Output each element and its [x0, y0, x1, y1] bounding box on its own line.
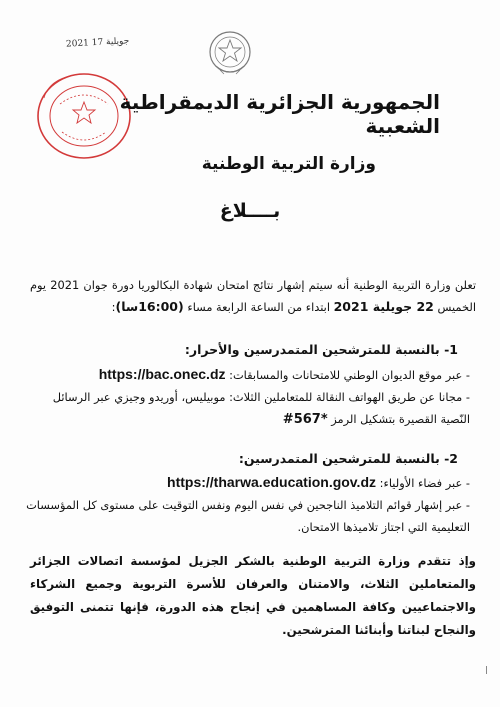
- onec-url-link[interactable]: https://bac.onec.dz: [98, 366, 226, 382]
- section-1-bullet-1: [24, 363, 470, 386]
- sms-code: #567*: [282, 412, 328, 427]
- margin-mark: [486, 666, 492, 674]
- bullet-text: - عبر موقع الديوان الوطني للامتحانات والمسابقات:: [225, 368, 470, 382]
- intro-paragraph: [30, 274, 476, 318]
- section-2-bullet-1: [24, 471, 470, 494]
- republic-name: الجمهورية الجزائرية الديمقراطية الشعبية: [119, 90, 440, 138]
- document-title: بــــلاغ: [219, 200, 281, 222]
- section-1-heading: 1- بالنسبة للمترشحين المتمدرسين والأحرار:: [184, 342, 458, 357]
- tharwa-url-link[interactable]: https://tharwa.education.gov.dz: [167, 474, 376, 490]
- intro-date: 22 جويلية 2021: [333, 299, 434, 314]
- intro-time: (16:00سا): [115, 299, 184, 314]
- intro-text-2: ابتداء من الساعة الرابعة مساء: [183, 300, 334, 314]
- section-2-heading: 2- بالنسبة للمترشحين المتمدرسين:: [238, 451, 458, 466]
- closing-paragraph: وإذ تتقدم وزارة التربية الوطنية بالشكر الجزيل لمؤسسة اتصالات الجزائر والمتعاملين الثلاث، والامتنان والعرفان للأسرة التربوية وجميع الشركاء والاجتماعيين وكافة المساهمين في إنجاح هذه الدورة، فإنها تتمنى التوفيق والنجاح لبناتنا وأبنائنا المترشحين.: [30, 554, 476, 637]
- state-emblem-icon: [206, 28, 254, 80]
- bullet-text: - عبر فضاء الأولياء:: [376, 476, 470, 490]
- ministry-name: وزارة التربية الوطنية: [201, 154, 376, 174]
- intro-text-3: :: [111, 300, 116, 314]
- letterhead: [60, 90, 440, 174]
- section-2-bullet-2: - عبر إشهار قوائم التلاميذ الناجحين في نفس اليوم ونفس التوقيت على مستوى كل المؤسسات التعليمية التي اجتاز تلاميذها الامتحان.: [26, 498, 470, 534]
- bullet-text: - مجانا عن طريق الهواتف النقالة للمتعاملين الثلاث: موبيليس، أوريدو وجيزي عبر الرسائل النّصية القصيرة بتشكيل الرمز: [52, 390, 470, 426]
- handwritten-date: 2021 جويلية 17: [65, 36, 130, 50]
- intro-text-1: تعلن وزارة التربية الوطنية أنه سيتم إشهار نتائج امتحان شهادة البكالوريا دورة جوان 2021 يوم الخميس: [30, 278, 476, 314]
- section-1-bullet-2: [24, 386, 470, 431]
